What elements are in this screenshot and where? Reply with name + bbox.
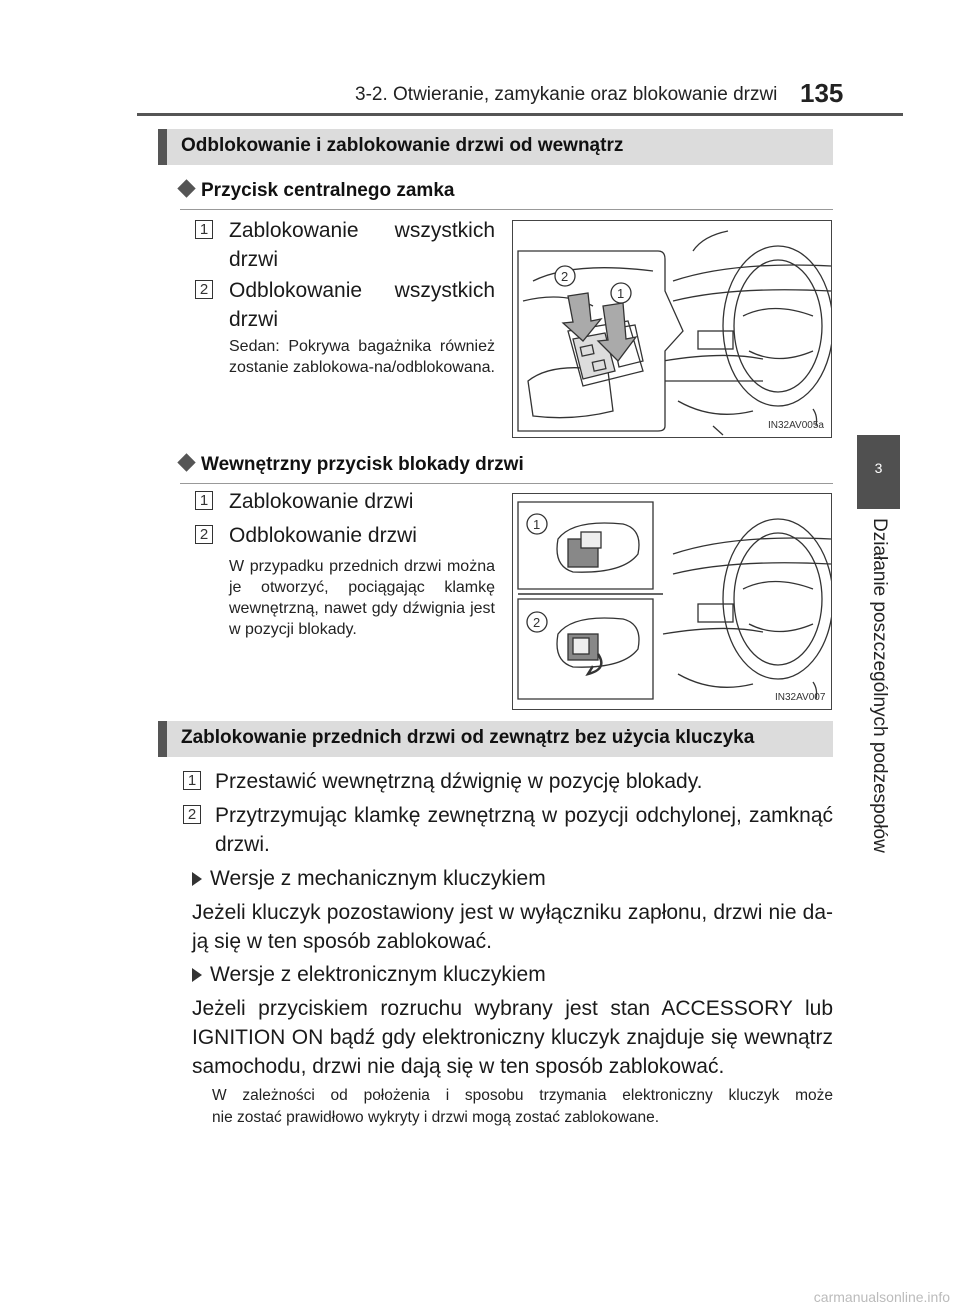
note-sedan-trunk: Sedan: Pokrywa bagażnika również zostanie zablokowa-na/odblokowana.	[229, 338, 495, 376]
subheading-central-lock: Przycisk centralnego zamka	[180, 180, 454, 202]
variant-electronic-key: Wersje z elektronicznym kluczykiem	[192, 960, 546, 989]
section-heading-text: Odblokowanie i zablokowanie drzwi od wewnątrz	[181, 135, 624, 156]
page-number: 135	[800, 78, 844, 108]
chapter-tab-number: 3	[874, 460, 883, 476]
callout-2: 2	[561, 269, 569, 284]
item-unlock-all: Odblokowanie wszystkich	[229, 279, 495, 302]
section-heading-inside-lock	[158, 129, 833, 165]
variant-electronic-text-1: Jeżeli przyciskiem rozruchu wybrany jest stan ACCESSORY lub	[192, 997, 833, 1020]
diamond-bullet-icon	[177, 179, 195, 197]
callout-2: 2	[533, 615, 541, 630]
step-number-badge: 2	[183, 805, 201, 824]
note-key-detection: W zależności od położenia i sposobu trzymania elektroniczny kluczyk może	[212, 1087, 833, 1104]
inside-lock-illustration	[513, 494, 831, 709]
step-number-badge: 1	[183, 771, 201, 790]
triangle-bullet-icon	[192, 968, 202, 982]
subheading-rule	[180, 209, 833, 210]
step-1-text: Przestawić wewnętrzną dźwignię w pozycję blokady.	[215, 770, 703, 793]
triangle-bullet-icon	[192, 872, 202, 886]
subheading-rule	[180, 483, 833, 484]
step-2-text-cont: drzwi.	[215, 833, 270, 856]
figure-code: IN32AV005a	[768, 420, 824, 431]
item-lock-all: Zablokowanie wszystkich	[229, 219, 495, 242]
header-rule	[137, 113, 903, 116]
variant-electronic-text-2: IGNITION ON bądź gdy elektroniczny kluczyk znajduje się wewnątrz	[192, 1026, 833, 1049]
item-lock-door: Zablokowanie drzwi	[229, 490, 414, 513]
variant-mechanical-key: Wersje z mechanicznym kluczykiem	[192, 864, 546, 893]
callout-1: 1	[617, 286, 625, 301]
watermark: carmanualsonline.info	[813, 1289, 950, 1305]
note-key-detection-cont: nie zostać prawidłowo wykryty i drzwi mogą zostać zablokowane.	[212, 1109, 660, 1126]
variant-mechanical-text-cont: ją się w ten sposób zablokować.	[192, 930, 492, 953]
item-unlock-all-cont: drzwi	[229, 308, 279, 331]
section-heading-text: Zablokowanie przednich drzwi od zewnątrz bez użycia kluczyka	[181, 727, 755, 748]
variant-mechanical-text: Jeżeli kluczyk pozostawiony jest w wyłączniku zapłonu, drzwi nie da-	[192, 901, 833, 924]
item-number-badge: 2	[195, 280, 213, 299]
diamond-bullet-icon	[177, 453, 195, 471]
subheading-inside-lock-button: Wewnętrzny przycisk blokady drzwi	[180, 454, 524, 476]
figure-code: IN32AV007	[775, 692, 826, 703]
item-number-badge: 2	[195, 525, 213, 544]
central-lock-illustration	[513, 221, 831, 437]
section-heading-outside-lock	[158, 721, 833, 757]
item-unlock-door: Odblokowanie drzwi	[229, 524, 417, 547]
figure-central-lock-switch	[512, 220, 832, 438]
running-header-title: 3-2. Otwieranie, zamykanie oraz blokowanie drzwi	[355, 84, 778, 105]
chapter-tab-title: Działanie poszczególnych podzespołów	[869, 518, 890, 853]
variant-electronic-text-3: samochodu, drzwi nie dają się w ten sposób zablokować.	[192, 1055, 725, 1078]
item-lock-all-cont: drzwi	[229, 248, 279, 271]
item-number-badge: 1	[195, 220, 213, 239]
note-front-doors: W przypadku przednich drzwi można je otworzyć, pociągając klamkę wewnętrzną, nawet gdy dźwignia jest w pozycji blokady.	[229, 558, 495, 638]
step-2-text: Przytrzymując klamkę zewnętrzną w pozycji odchylonej, zamknąć	[215, 804, 833, 827]
item-number-badge: 1	[195, 491, 213, 510]
figure-inside-lock-lever	[512, 493, 832, 710]
callout-1: 1	[533, 517, 541, 532]
